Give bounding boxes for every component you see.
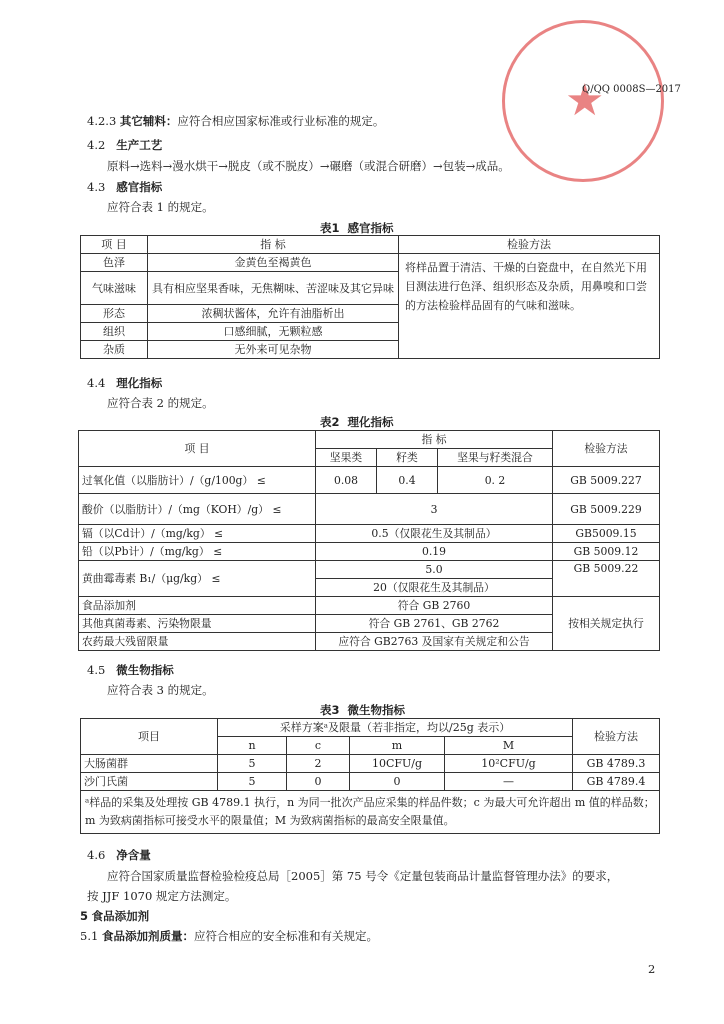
section-4-6-text-2: 按 JJF 1070 规定方法测定。 bbox=[87, 889, 237, 903]
subheader-m: m bbox=[350, 737, 445, 755]
section-number: 4.4 bbox=[87, 376, 106, 390]
caption-number: 表2 bbox=[320, 415, 340, 429]
method-text: 将样品置于清洁、干燥的白瓷盘中，在自然光下用目测法进行色泽、组织形态及杂质，用鼻嗅和口尝的方法检验样品固有的气味和滋味。 bbox=[399, 254, 660, 359]
row-item: 过氧化值（以脂肪计）/（g/100g） ≤ bbox=[79, 467, 316, 494]
row-value: 无外来可见杂物 bbox=[148, 341, 399, 359]
header-method: 检验方法 bbox=[399, 236, 660, 254]
row-value: 具有相应坚果香味，无焦糊味、苦涩味及其它异味 bbox=[148, 272, 399, 305]
row-value: 3 bbox=[316, 494, 553, 525]
section-4-3-text: 应符合表 1 的规定。 bbox=[107, 200, 214, 214]
row-value: 0. 2 bbox=[438, 467, 553, 494]
row-item: 形态 bbox=[81, 305, 148, 323]
standard-number: Q/QQ 0008S—2017 bbox=[582, 84, 681, 95]
table-note-row bbox=[81, 791, 660, 834]
row-value: 0.4 bbox=[377, 467, 438, 494]
section-title: 微生物指标 bbox=[116, 663, 174, 677]
row-item: 食品添加剂 bbox=[79, 597, 316, 615]
row-c: 0 bbox=[287, 773, 350, 791]
section-number: 4.5 bbox=[87, 663, 106, 677]
section-number: 5.1 bbox=[80, 929, 99, 943]
caption-number: 表3 bbox=[320, 703, 340, 717]
process-flow: 原料→选料→漫水烘干→脱皮（或不脱皮）→碾磨（或混合研磨）→包装→成品。 bbox=[107, 159, 510, 173]
section-text: 应符合相应的安全标准和有关规定。 bbox=[193, 929, 378, 943]
header-method: 检验方法 bbox=[553, 431, 660, 467]
header-item: 项目 bbox=[81, 719, 218, 755]
row-method: GB 5009.227 bbox=[553, 467, 660, 494]
caption-number: 表1 bbox=[320, 221, 340, 235]
row-item: 其他真菌毒素、污染物限量 bbox=[79, 615, 316, 633]
row-value: 口感细腻，无颗粒感 bbox=[148, 323, 399, 341]
caption-text: 理化指标 bbox=[347, 415, 394, 429]
row-value: 0.08 bbox=[316, 467, 377, 494]
section-4-6-heading bbox=[87, 847, 151, 863]
table-row bbox=[79, 467, 660, 494]
row-item: 黄曲霉毒素 B₁/（μg/kg） ≤ bbox=[79, 561, 316, 597]
header-value: 指 标 bbox=[316, 431, 553, 449]
section-4-5-text: 应符合表 3 的规定。 bbox=[107, 683, 214, 697]
row-method: GB 5009.12 bbox=[553, 543, 660, 561]
header-method: 检验方法 bbox=[573, 719, 660, 755]
subheader-mix: 坚果与籽类混合 bbox=[438, 449, 553, 467]
subheader-nut: 坚果类 bbox=[316, 449, 377, 467]
table-row bbox=[79, 543, 660, 561]
section-title: 其它辅料： bbox=[119, 114, 178, 128]
caption-text: 微生物指标 bbox=[347, 703, 406, 717]
table-row bbox=[79, 494, 660, 525]
table1-caption bbox=[320, 220, 394, 236]
header-item: 项 目 bbox=[79, 431, 316, 467]
section-text: 应符合相应国家标准或行业标准的规定。 bbox=[177, 114, 385, 128]
table-row bbox=[79, 561, 660, 579]
caption-text: 感官指标 bbox=[347, 221, 394, 235]
section-number: 5 bbox=[80, 909, 89, 923]
section-title: 生产工艺 bbox=[116, 138, 163, 152]
row-item: 色泽 bbox=[81, 254, 148, 272]
section-5-heading bbox=[80, 908, 149, 924]
row-item: 气味滋味 bbox=[81, 272, 148, 305]
row-value: 符合 GB 2761、GB 2762 bbox=[316, 615, 553, 633]
section-title: 感官指标 bbox=[116, 180, 163, 194]
table-physchem bbox=[78, 430, 660, 651]
row-method: GB 5009.22 bbox=[553, 561, 660, 597]
header-item: 项 目 bbox=[81, 236, 148, 254]
section-4-4-text: 应符合表 2 的规定。 bbox=[107, 396, 214, 410]
row-item: 镉（以Cd计）/（mg/kg） ≤ bbox=[79, 525, 316, 543]
section-title: 净含量 bbox=[116, 848, 151, 862]
table2-caption bbox=[320, 414, 394, 430]
company-seal bbox=[502, 20, 664, 182]
table-row bbox=[81, 254, 660, 272]
subheader-seed: 籽类 bbox=[377, 449, 438, 467]
page-number: 2 bbox=[648, 962, 656, 976]
row-item: 杂质 bbox=[81, 341, 148, 359]
row-item: 大肠菌群 bbox=[81, 755, 218, 773]
row-item: 酸价（以脂肪计）/（mg（KOH）/g） ≤ bbox=[79, 494, 316, 525]
table-header-row bbox=[79, 431, 660, 449]
row-item: 铅（以Pb计）/（mg/kg） ≤ bbox=[79, 543, 316, 561]
section-number: 4.3 bbox=[87, 180, 106, 194]
table-header-row bbox=[81, 719, 660, 737]
row-value: 符合 GB 2760 bbox=[316, 597, 553, 615]
header-value: 指 标 bbox=[148, 236, 399, 254]
table-sensory bbox=[80, 235, 660, 359]
row-n: 5 bbox=[218, 773, 287, 791]
row-item: 沙门氏菌 bbox=[81, 773, 218, 791]
row-M: 10²CFU/g bbox=[445, 755, 573, 773]
table-row bbox=[79, 525, 660, 543]
section-title: 理化指标 bbox=[116, 376, 163, 390]
section-number: 4.6 bbox=[87, 848, 106, 862]
section-title: 食品添加剂质量： bbox=[101, 929, 194, 943]
section-5-1 bbox=[80, 928, 378, 944]
row-item: 组织 bbox=[81, 323, 148, 341]
row-method: 按相关规定执行 bbox=[553, 597, 660, 651]
row-value: 应符合 GB2763 及国家有关规定和公告 bbox=[316, 633, 553, 651]
section-4-3-heading bbox=[87, 179, 162, 195]
table-row bbox=[79, 597, 660, 615]
row-value: 浓稠状酱体，允许有油脂析出 bbox=[148, 305, 399, 323]
row-m: 0 bbox=[350, 773, 445, 791]
section-number: 4.2 bbox=[87, 138, 106, 152]
table-row bbox=[81, 773, 660, 791]
row-value: 0.19 bbox=[316, 543, 553, 561]
section-number: 4.2.3 bbox=[87, 114, 117, 128]
row-value: 5.0 bbox=[316, 561, 553, 579]
row-method: GB 4789.3 bbox=[573, 755, 660, 773]
subheader-M: M bbox=[445, 737, 573, 755]
table-micro bbox=[80, 718, 660, 834]
subheader-n: n bbox=[218, 737, 287, 755]
table-footnote: ᵃ样品的采集及处理按 GB 4789.1 执行，n 为同一批次产品应采集的样品件数；c 为最大可允许超出 m 值的样品数；m 为致病菌指标可接受水平的限量值；M 为致病菌指标的最高安全限量值。 bbox=[81, 791, 660, 834]
section-4-2-3 bbox=[87, 113, 384, 129]
subheader-c: c bbox=[287, 737, 350, 755]
row-n: 5 bbox=[218, 755, 287, 773]
row-method: GB 5009.229 bbox=[553, 494, 660, 525]
row-value: 20（仅限花生及其制品） bbox=[316, 579, 553, 597]
section-4-2-heading bbox=[87, 137, 162, 153]
section-4-6-text-1: 应符合国家质量监督检验检疫总局［2005］第 75 号令《定量包装商品计量监督管理办法》的要求， bbox=[107, 869, 619, 883]
section-4-4-heading bbox=[87, 375, 162, 391]
row-value: 0.5（仅限花生及其制品） bbox=[316, 525, 553, 543]
seal-star-icon: ★ bbox=[565, 75, 605, 126]
section-4-5-heading bbox=[87, 662, 174, 678]
row-c: 2 bbox=[287, 755, 350, 773]
section-title: 食品添加剂 bbox=[91, 909, 150, 923]
row-method: GB 4789.4 bbox=[573, 773, 660, 791]
header-plan: 采样方案ᵃ及限量（若非指定，均以/25g 表示） bbox=[218, 719, 573, 737]
row-item: 农药最大残留限量 bbox=[79, 633, 316, 651]
table-row bbox=[81, 755, 660, 773]
row-m: 10CFU/g bbox=[350, 755, 445, 773]
table-header-row bbox=[81, 236, 660, 254]
table3-caption bbox=[320, 702, 405, 718]
row-method: GB5009.15 bbox=[553, 525, 660, 543]
row-M: — bbox=[445, 773, 573, 791]
row-value: 金黄色至褐黄色 bbox=[148, 254, 399, 272]
